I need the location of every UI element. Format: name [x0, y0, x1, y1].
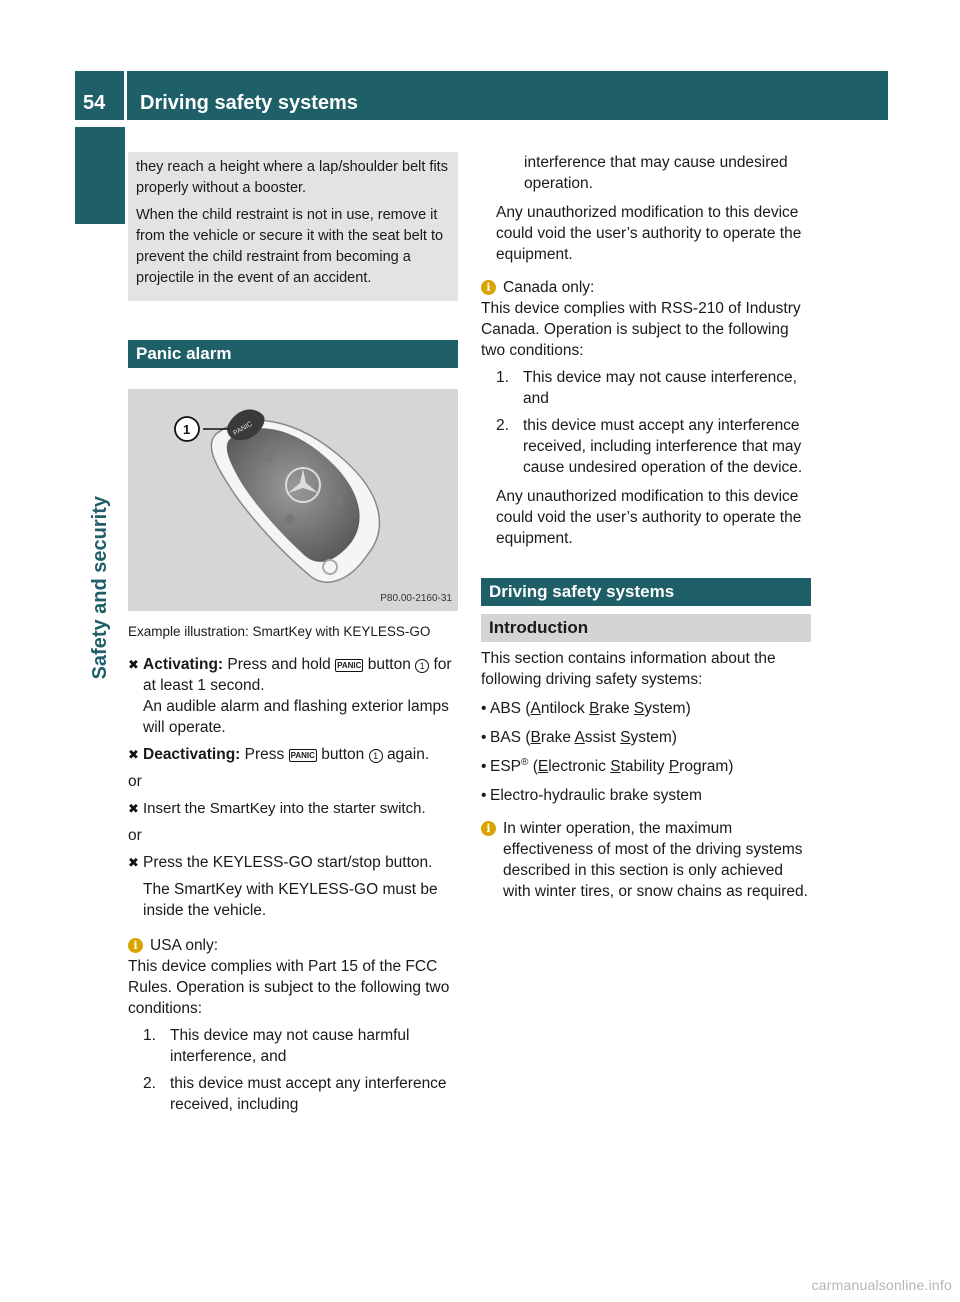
- step-text: for at least 1 second.: [143, 656, 452, 694]
- panic-button-icon: PANIC: [337, 661, 362, 670]
- arrow-icon: ✖: [128, 747, 139, 762]
- bullet: •: [481, 758, 487, 775]
- intro-text: This section contains information about the following driving safety systems:: [481, 650, 776, 688]
- list-text: Electro-hydraulic brake system: [490, 787, 702, 804]
- usa-modification-note: Any unauthorized modification to this device could void the user’s authority to operate the equipment.: [496, 204, 802, 263]
- list-item: • BAS (Brake Assist System): [481, 729, 677, 746]
- figure-reference: P80.00-2160-31: [380, 593, 452, 604]
- canada-modification-note: Any unauthorized modification to this device could void the user’s authority to operate the equipment.: [496, 488, 802, 547]
- list-number: 2.: [496, 417, 509, 434]
- list-text: this device must accept any interference received, including: [170, 1075, 447, 1113]
- warning-box: [128, 152, 458, 301]
- list-item: • ABS (Antilock Brake System): [481, 700, 691, 717]
- usa-conditions: [128, 1025, 458, 1115]
- arrow-icon: ✖: [128, 801, 139, 816]
- info-usa: [128, 935, 458, 1019]
- callout-1-icon: 1: [415, 659, 429, 673]
- systems-list: [481, 698, 811, 806]
- list-text: This device may not cause interference, and: [523, 369, 797, 407]
- step-text: Press the KEYLESS-GO start/stop button.: [143, 854, 433, 871]
- warning-paragraph: When the child restraint is not in use, remove it from the vehicle or secure it with the seat belt to prevent the child restraint from becoming a projectile in the event of an accident.: [136, 207, 444, 286]
- smartkey-drawing: [128, 389, 458, 611]
- step-note: The SmartKey with KEYLESS-GO must be inside the vehicle.: [143, 881, 438, 919]
- list-item: [143, 1025, 458, 1067]
- bullet: •: [481, 729, 487, 746]
- callout-1-icon: 1: [369, 749, 383, 763]
- info-title: Canada only:: [503, 279, 595, 296]
- list-text: this device must accept any interference received, including interference that may cause undesired operation of the device.: [523, 417, 803, 476]
- subheading-introduction: Introduction: [481, 614, 811, 642]
- info-canada: [481, 277, 811, 361]
- bullet: •: [481, 787, 487, 804]
- info-title: USA only:: [150, 937, 219, 954]
- list-number: 2.: [143, 1075, 156, 1092]
- list-item: [481, 785, 811, 806]
- step-text: Insert the SmartKey into the starter switch.: [143, 800, 426, 817]
- step-text: Press: [244, 746, 285, 763]
- side-tab-label: Safety and security: [88, 496, 111, 680]
- side-tab: [84, 468, 116, 708]
- step-text: Press and hold: [227, 656, 331, 673]
- warning-paragraph: they reach a height where a lap/shoulder belt fits properly without a booster.: [136, 159, 448, 196]
- step-activating: [128, 654, 458, 738]
- info-winter: [481, 818, 811, 902]
- step-note: An audible alarm and flashing exterior lamps will operate.: [143, 698, 449, 736]
- list-item: [143, 1073, 458, 1115]
- step-label: Deactivating:: [143, 746, 241, 763]
- section-heading-panic-alarm: Panic alarm: [128, 340, 458, 368]
- step-deactivating: [128, 744, 458, 765]
- step-insert: [128, 798, 458, 819]
- list-item: • ESP® (Electronic Stability Program): [481, 756, 734, 775]
- step-text: button: [321, 746, 365, 763]
- watermark: carmanualsonline.info: [811, 1277, 952, 1293]
- right-column: [481, 152, 811, 902]
- info-text: In winter operation, the maximum effectiveness of most of the driving systems described in this section is only achieved with winter tires, or snow chains as required.: [503, 820, 808, 900]
- list-item: [496, 367, 811, 409]
- list-number: 1.: [143, 1027, 156, 1044]
- side-block: [75, 127, 125, 224]
- page-title: Driving safety systems: [140, 92, 358, 114]
- step-text: again.: [386, 746, 430, 763]
- panic-button-icon: PANIC: [290, 751, 315, 760]
- list-text: This device may not cause harmful interference, and: [170, 1027, 410, 1065]
- page-number: 54: [83, 92, 106, 114]
- list-number: 1.: [496, 369, 509, 386]
- info-icon: i: [481, 821, 496, 836]
- figure-caption: Example illustration: SmartKey with KEYLESS-GO: [128, 624, 431, 639]
- info-text: This device complies with RSS-210 of Industry Canada. Operation is subject to the following two conditions:: [481, 300, 801, 359]
- section-heading-driving-safety: Driving safety systems: [481, 578, 811, 606]
- smartkey-illustration: [128, 389, 458, 611]
- arrow-icon: ✖: [128, 855, 139, 870]
- figure-callout-1: 1: [183, 422, 191, 437]
- bullet: •: [481, 700, 487, 717]
- list-item: [496, 415, 811, 478]
- left-column: [128, 152, 458, 1115]
- info-icon: i: [128, 938, 143, 953]
- usa-continued: interference that may cause undesired operation.: [524, 154, 788, 192]
- info-icon: i: [481, 280, 496, 295]
- or-separator: or: [128, 827, 142, 844]
- header-divider: [124, 71, 127, 120]
- step-press: [128, 852, 458, 873]
- arrow-icon: ✖: [128, 657, 139, 672]
- key-panic-label: PANIC: [232, 420, 254, 438]
- info-text: This device complies with Part 15 of the FCC Rules. Operation is subject to the following two conditions:: [128, 958, 450, 1017]
- step-label: Activating:: [143, 656, 224, 673]
- step-text: button: [367, 656, 411, 673]
- or-separator: or: [128, 773, 142, 790]
- canada-conditions: [481, 367, 811, 478]
